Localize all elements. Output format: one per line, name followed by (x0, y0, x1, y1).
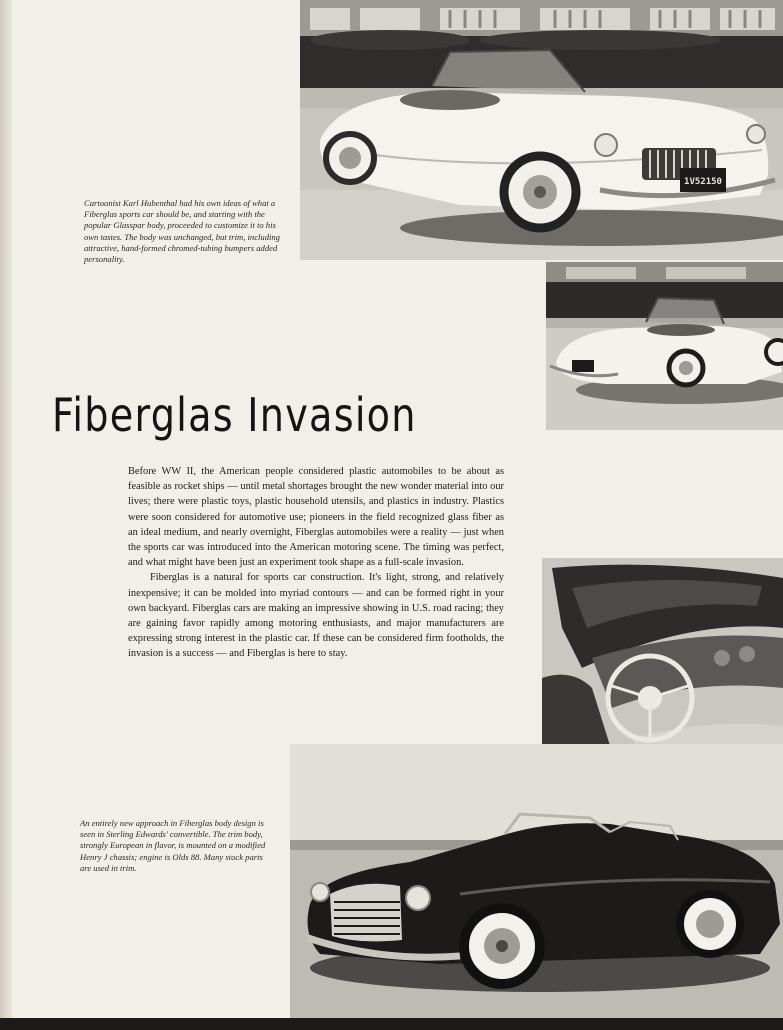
photo-dark-convertible (290, 744, 783, 1018)
article-paragraph-2: Fiberglas is a natural for sports car construction. It's light, strong, and relatively inexpensive; it can be molded into myriad contours — and can be formed right in your own backyard. Fiberglas cars are making an impressive showing in U.S. road racing; they are gaining favor rapidly among motoring enthusiasts, and major manufacturers are expressing strong interest in the plastic car. If these can be considered firm footholds, the invasion is a success — and Fiberglas is here to stay. (128, 572, 504, 660)
page-binding-edge (0, 0, 12, 1030)
photo-white-roadster-rear (546, 262, 783, 430)
page-bottom-edge (0, 1018, 783, 1030)
article-paragraph-1: Before WW II, the American people considered plastic automobiles to be about as feasible as rocket ships — until metal shortages brought the new wonder material into our lives; there were plastic toys, plastic household utensils, and plastics in industry. Plastics were soon considered for automotive use; pioneers in the field recognized glass fiber as an ideal medium, and nearly overnight, Fiberglas automobiles were a reality — just when the sports car was introduced into the American motoring scene. The timing was perfect, and what might have been just an experiment took shape as a full-scale invasion. (128, 466, 504, 569)
article-headline: Fiberglas Invasion (52, 388, 417, 442)
caption-hubenthal: Cartoonist Karl Hubenthal had his own ideas of what a Fiberglas sports car should be, and starting with the popular Glasspar body, proceeded to customize it to his own tastes. The body was unchanged, but trim, including attractive, hand-formed chromed-tubing bumpers added personality. (84, 198, 280, 265)
article-body (128, 464, 504, 662)
caption-edwards: An entirely new approach in Fiberglas body design is seen in Sterling Edwards' convertible. The trim body, strongly European in flavor, is mounted on a modified Henry J chassis; engine is Olds 88. Many stock parts are used in trim. (80, 818, 266, 873)
photo-white-roadster-front (300, 0, 783, 260)
license-plate-text: 1V52150 (684, 177, 722, 187)
